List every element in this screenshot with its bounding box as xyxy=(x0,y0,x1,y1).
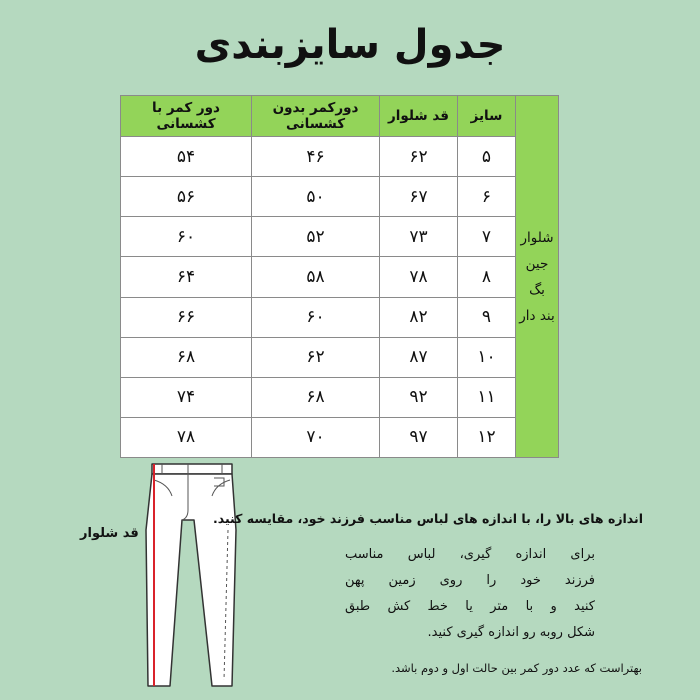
cell-waist-no-elastic: ۶۰ xyxy=(252,297,380,337)
cell-length: ۹۷ xyxy=(380,417,458,457)
cell-length: ۸۲ xyxy=(380,297,458,337)
table-row xyxy=(121,137,559,177)
cell-size: ۸ xyxy=(458,257,516,297)
cell-length: ۷۸ xyxy=(380,257,458,297)
cell-waist-no-elastic: ۷۰ xyxy=(252,417,380,457)
cell-waist-no-elastic: ۵۲ xyxy=(252,217,380,257)
instructions-line: کنید و با متر یا خط کش طبق xyxy=(345,599,595,614)
category-line: جین بگ xyxy=(525,255,549,298)
table-row xyxy=(121,177,559,217)
cell-size: ۱۰ xyxy=(458,337,516,377)
cell-size: ۱۱ xyxy=(458,377,516,417)
header-waist-no-elastic: دورکمر بدون کشسانی xyxy=(252,96,380,137)
cell-size: ۵ xyxy=(458,137,516,177)
header-size: سایز xyxy=(458,96,516,137)
cell-waist-no-elastic: ۵۸ xyxy=(252,257,380,297)
cell-size: ۶ xyxy=(458,177,516,217)
page-title: جدول سایزبندی xyxy=(194,22,506,68)
table-row xyxy=(121,417,559,457)
cell-size: ۷ xyxy=(458,217,516,257)
cell-length: ۶۲ xyxy=(380,137,458,177)
instructions-line: شکل روبه رو اندازه گیری کنید. xyxy=(427,625,595,640)
instructions-body xyxy=(345,542,595,646)
cell-waist-elastic: ۷۴ xyxy=(121,377,252,417)
cell-waist-no-elastic: ۶۲ xyxy=(252,337,380,377)
cell-length: ۶۷ xyxy=(380,177,458,217)
table-row xyxy=(121,217,559,257)
cell-waist-elastic: ۶۰ xyxy=(121,217,252,257)
instructions-line: برای اندازه گیری، لباس مناسب xyxy=(345,547,595,562)
cell-waist-elastic: ۶۴ xyxy=(121,257,252,297)
table-row xyxy=(121,297,559,337)
cell-waist-elastic: ۵۶ xyxy=(121,177,252,217)
cell-size: ۱۲ xyxy=(458,417,516,457)
cell-waist-no-elastic: ۵۰ xyxy=(252,177,380,217)
product-category-cell xyxy=(516,96,559,458)
cell-waist-no-elastic: ۴۶ xyxy=(252,137,380,177)
category-line: شلوار xyxy=(520,229,554,246)
instructions-block xyxy=(212,511,643,646)
cell-length: ۹۲ xyxy=(380,377,458,417)
table-row xyxy=(121,377,559,417)
pants-icon xyxy=(132,460,242,692)
cell-waist-elastic: ۶۶ xyxy=(121,297,252,337)
table-row xyxy=(121,337,559,377)
cell-waist-no-elastic: ۶۸ xyxy=(252,377,380,417)
cell-waist-elastic: ۵۴ xyxy=(121,137,252,177)
cell-length: ۸۷ xyxy=(380,337,458,377)
pants-length-label: قد شلوار xyxy=(80,526,139,541)
table-header-row xyxy=(121,96,559,137)
instructions-note: بهتراست که عدد دور کمر بین حالت اول و دوم باشد. xyxy=(391,661,642,675)
cell-waist-elastic: ۶۸ xyxy=(121,337,252,377)
table-row xyxy=(121,257,559,297)
header-waist-elastic: دور کمر با کشسانی xyxy=(121,96,252,137)
category-line: بند دار xyxy=(519,307,555,324)
cell-size: ۹ xyxy=(458,297,516,337)
header-pants-length: قد شلوار xyxy=(380,96,458,137)
cell-length: ۷۳ xyxy=(380,217,458,257)
cell-waist-elastic: ۷۸ xyxy=(121,417,252,457)
instructions-main: اندازه های بالا را، با اندازه های لباس مناسب فرزند خود، مقایسه کنید. xyxy=(212,511,643,526)
size-chart-table xyxy=(120,95,559,458)
instructions-line: فرزند خود را روی زمین پهن xyxy=(345,573,595,588)
